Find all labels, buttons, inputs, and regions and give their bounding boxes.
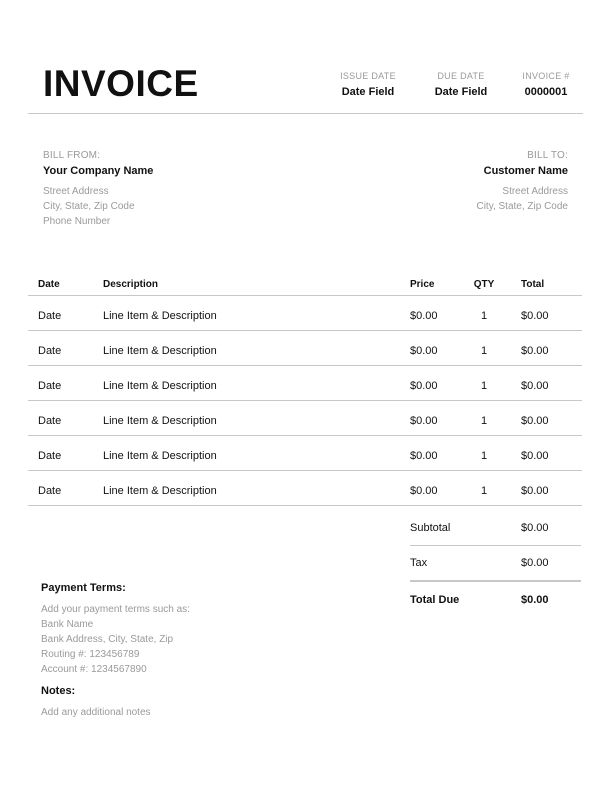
row-total: $0.00: [521, 380, 549, 392]
payment-terms-section: [41, 581, 301, 677]
table-row: [28, 401, 582, 436]
row-description: Line Item & Description: [103, 310, 217, 322]
row-date: Date: [38, 450, 62, 462]
payment-terms-account: Account #: 1234567890: [41, 664, 147, 675]
bill-to-label: BILL TO:: [527, 150, 568, 161]
row-price: $0.00: [410, 415, 438, 427]
row-qty: 1: [480, 345, 488, 357]
row-price: $0.00: [410, 485, 438, 497]
row-date: Date: [38, 310, 62, 322]
total-due-value: $0.00: [521, 594, 549, 606]
payment-terms-routing: Routing #: 123456789: [41, 649, 140, 660]
payment-terms-line: Add your payment terms such as:: [41, 604, 190, 615]
company-street: Street Address: [43, 186, 109, 197]
header-divider: [28, 113, 583, 114]
issue-date-block: [323, 70, 413, 99]
issue-date-label: ISSUE DATE: [340, 71, 396, 81]
due-date-block: [416, 70, 506, 99]
row-description: Line Item & Description: [103, 415, 217, 427]
row-qty: 1: [480, 415, 488, 427]
total-due-label: Total Due: [410, 594, 460, 606]
header-description: Description: [103, 279, 159, 290]
row-date: Date: [38, 345, 62, 357]
row-price: $0.00: [410, 310, 438, 322]
row-date: Date: [38, 485, 62, 497]
customer-name: Customer Name: [483, 165, 568, 177]
table-header: [28, 268, 582, 296]
payment-terms-bank-name: Bank Name: [41, 619, 94, 630]
row-description: Line Item & Description: [103, 380, 217, 392]
row-description: Line Item & Description: [103, 450, 217, 462]
customer-city: City, State, Zip Code: [476, 201, 568, 212]
row-date: Date: [38, 380, 62, 392]
row-price: $0.00: [410, 380, 438, 392]
subtotal-row: [410, 511, 581, 546]
tax-row: [410, 546, 581, 582]
table-row: [28, 471, 582, 506]
row-price: $0.00: [410, 345, 438, 357]
row-total: $0.00: [521, 450, 549, 462]
row-date: Date: [38, 415, 62, 427]
row-description: Line Item & Description: [103, 345, 217, 357]
subtotal-value: $0.00: [521, 522, 549, 534]
notes-heading: Notes:: [41, 685, 76, 697]
row-qty: 1: [480, 380, 488, 392]
due-date-value: Date Field: [434, 86, 488, 98]
notes-section: [41, 684, 301, 720]
invoice-number-value: 0000001: [524, 86, 568, 98]
issue-date-value: Date Field: [341, 86, 395, 98]
subtotal-label: Subtotal: [410, 522, 451, 534]
bill-to-section: [368, 148, 568, 214]
row-price: $0.00: [410, 450, 438, 462]
customer-street: Street Address: [502, 186, 568, 197]
table-row: [28, 331, 582, 366]
company-phone: Phone Number: [43, 216, 111, 227]
header-total: Total: [521, 279, 545, 290]
row-description: Line Item & Description: [103, 485, 217, 497]
invoice-number-block: [501, 70, 591, 99]
row-total: $0.00: [521, 345, 549, 357]
company-name: Your Company Name: [43, 165, 154, 177]
payment-terms-bank-address: Bank Address, City, State, Zip: [41, 634, 174, 645]
total-due-row: [410, 582, 581, 616]
tax-label: Tax: [410, 557, 428, 569]
table-row: [28, 436, 582, 471]
line-items-table: [28, 268, 582, 506]
row-qty: 1: [480, 485, 488, 497]
invoice-number-label: INVOICE #: [522, 71, 570, 81]
bill-from-label: BILL FROM:: [43, 150, 101, 161]
notes-text: Add any additional notes: [41, 707, 151, 718]
header-price: Price: [410, 279, 435, 290]
invoice-title: INVOICE: [43, 63, 199, 104]
payment-terms-heading: Payment Terms:: [41, 582, 126, 594]
table-row: [28, 366, 582, 401]
row-qty: 1: [480, 310, 488, 322]
header-date: Date: [38, 279, 60, 290]
header-qty: QTY: [473, 279, 495, 290]
row-total: $0.00: [521, 310, 549, 322]
company-city: City, State, Zip Code: [43, 201, 135, 212]
row-total: $0.00: [521, 485, 549, 497]
tax-value: $0.00: [521, 557, 549, 569]
totals-section: [410, 511, 581, 616]
row-qty: 1: [480, 450, 488, 462]
due-date-label: DUE DATE: [437, 71, 485, 81]
table-row: [28, 296, 582, 331]
row-total: $0.00: [521, 415, 549, 427]
bill-from-section: [43, 148, 243, 229]
